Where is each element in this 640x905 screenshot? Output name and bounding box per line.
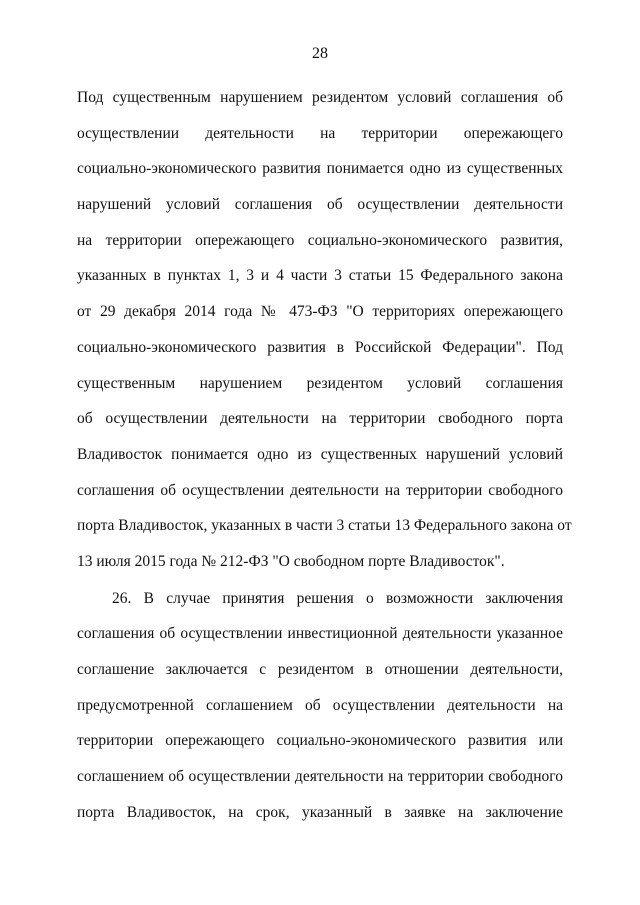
text-line: предусмотренной соглашением об осуществлении деятельности на [77,696,563,714]
text-line: указанных в пунктах 1, 3 и 4 части 3 статьи 15 Федерального закона [77,267,563,285]
paragraph-26 [77,581,563,831]
text-line: социально-экономического развития в Российской Федерации". Под [77,338,563,356]
text-line: соглашением об осуществлении деятельности на территории свободного [77,767,563,785]
text-line: 13 июля 2015 года № 212-ФЗ "О свободном порте Владивосток". [77,552,505,570]
text-line: порта Владивосток, на срок, указанный в заявке на заключение [77,803,563,821]
text-line: порта Владивосток, указанных в части 3 статьи 13 Федерального закона от [77,517,572,535]
text-line: от 29 декабря 2014 года № 473-ФЗ "О территориях опережающего [77,303,563,321]
text-line: об осуществлении деятельности на территории свободного порта [77,410,563,428]
text-line: Под существенным нарушением резидентом условий соглашения об [77,89,563,106]
text-line: территории опережающего социально-экономического развития или [77,732,563,750]
text-line: соглашения об осуществлении инвестиционной деятельности указанное [77,625,563,643]
text-line: социально-экономического развития понимается одно из существенных [77,160,563,178]
text-line: нарушений условий соглашения об осуществлении деятельности [77,196,563,214]
text-line: существенным нарушением резидентом условий соглашения [77,374,563,392]
paragraph-violation-definition [77,80,572,580]
text-line: осуществлении деятельности на территории опережающего [77,124,563,142]
text-line: соглашения об осуществлении деятельности на территории свободного [77,481,563,499]
page-number: 28 [312,45,328,62]
text-line: Владивосток понимается одно из существенных нарушений условий [77,445,563,463]
document-body [77,80,572,830]
text-line: 26. В случае принятия решения о возможности заключения [112,589,563,607]
text-line: соглашение заключается с резидентом в отношении деятельности, [77,660,563,678]
text-line: на территории опережающего социально-экономического развития, [77,231,563,249]
